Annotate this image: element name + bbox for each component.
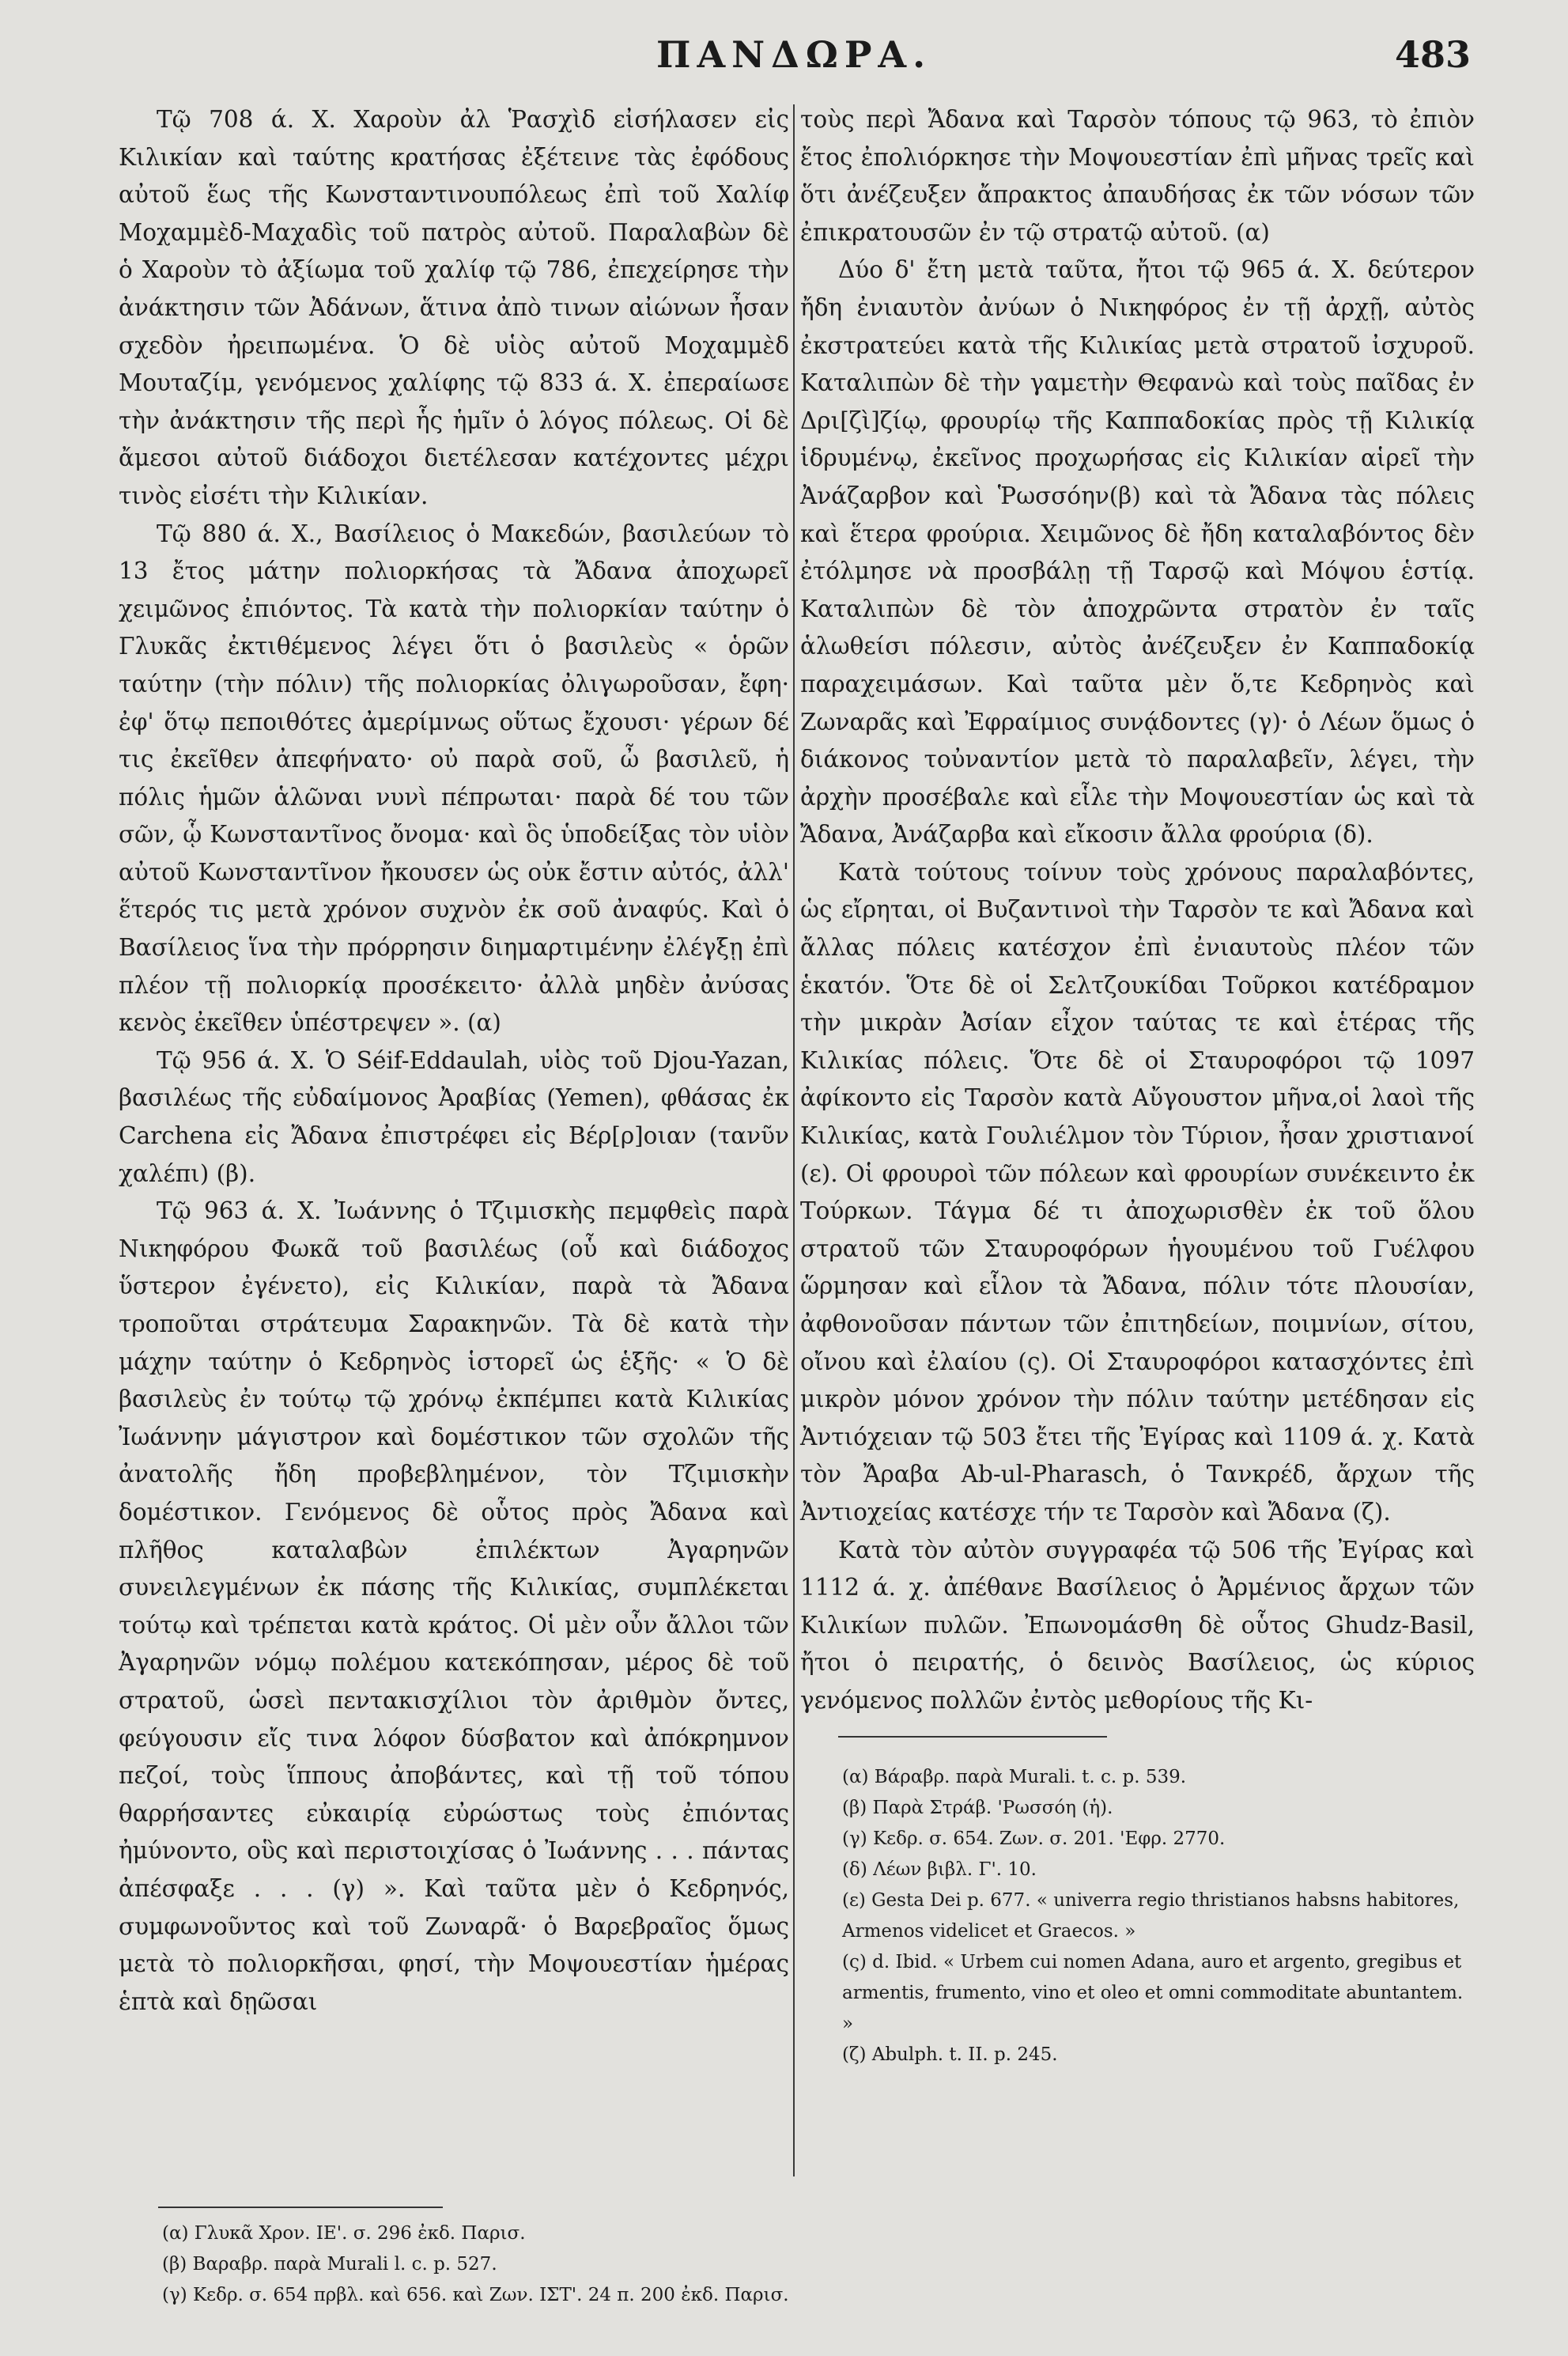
footnote: (γ) Κεδρ. σ. 654. Ζων. σ. 201. 'Εφρ. 2770. (842, 1828, 1226, 1849)
footnote-rule-right (838, 1736, 1107, 1738)
paragraph-crusades: Κατὰ τούτους τοίνυν τοὺς χρόνους παραλαβόντες, ὡς εἴρηται, οἱ Βυζαντινοὶ τὴν Ταρσὸν τε καὶ Ἄδανα καὶ ἄλλας πόλεις κατέσχον ἐπὶ ἐνιαυτοὺς πλέον τῶν ἑκατόν. Ὅτε δὲ οἱ Σελτζουκίδαι Τοῦρκοι κατέδραμον τὴν μικρὰν Ἀσίαν εἶχον ταύτας τε καὶ ἑτέρας τῆς Κιλικίας πόλεις. Ὅτε δὲ οἱ Σταυροφόροι τῷ 1097 ἀφίκοντο εἰς Ταρσὸν κατὰ Αὔγουστον μῆνα,οἱ λαοὶ τῆς Κιλικίας, κατὰ Γουλιέλμον τὸν Τύριον, ἦσαν χριστιανοί (ε). Οἱ φρουροὶ τῶν πόλεων καὶ φρουρίων συνέκειντο ἐκ Τούρκων. Τάγμα δέ τι ἀποχωρισθὲν ἐκ τοῦ ὅλου στρατοῦ τῶν Σταυροφόρων ἡγουμένου τοῦ Γυέλφου ὥρμησαν καὶ εἷλον τὰ Ἄδανα, πόλιν τότε πλουσίαν, ἀφθονοῦσαν πάντων τῶν ἐπιτηδείων, ποιμνίων, σίτου, οἴνου καὶ ἐλαίου (ς). Οἱ Σταυροφόροι κατασχόντες ἐπὶ μικρὸν μόνον χρόνον τὴν πόλιν ταύτην μετέδησαν εἰς Ἀντιόχειαν τῷ 503 ἔτει τῆς Ἐγίρας καὶ 1109 ά. χ. Κατὰ τὸν Ἄραβα Ab-ul-Pharasch, ὁ Τανκρέδ, ἄρχων τῆς Ἀντιοχείας κατέσχε τήν τε Ταρσὸν καὶ Ἄδανα (ζ). (800, 858, 1475, 1526)
page-number: 483 (1394, 33, 1471, 76)
left-column (119, 101, 789, 2021)
footnotes-left (162, 2218, 795, 2311)
paragraph-880: Τῷ 880 ά. Χ., Βασίλειος ὁ Μακεδών, βασιλεύων τὸ 13 ἔτος μάτην πολιορκήσας τὰ Ἄδανα ἀποχωρεῖ χειμῶνος ἐπιόντος. Τὰ κατὰ τὴν πολιορκίαν ταύτην ὁ Γλυκᾶς ἐκτιθέμενος λέγει ὅτι ὁ βασιλεὺς « ὁρῶν ταύτην (τὴν πόλιν) τῆς πολιορκίας ὀλιγωροῦσαν, ἔφη· ἐφ' ὅτῳ πεποιθότες ἀμερίμνως οὕτως ἔχουσι· γέρων δέ τις ἐκεῖθεν ἀπεφήνατο· οὐ παρὰ σοῦ, ὦ βασιλεῦ, ἡ πόλις ἡμῶν ἁλῶναι νυνὶ πέπρωται· παρὰ δέ του τῶν σῶν, ᾧ Κωνσταντῖνος ὄνομα· καὶ ὃς ὑποδείξας τὸν υἱὸν αὐτοῦ Κωνσταντῖνον ἤκουσεν ὡς οὐκ ἔστιν αὐτός, ἀλλ' ἕτερός τις μετὰ χρόνον συχνὸν ἐκ σοῦ ἀναφύς. Καὶ ὁ Βασίλειος ἵνα τὴν πρόρρησιν διημαρτιμένην ἐλέγξῃ ἐπὶ πλέον τῇ πολιορκίᾳ προσέκειτο· ἀλλὰ μηδὲν ἀνύσας κενὸς ἐκεῖθεν ὑπέστρεψεν ». (α) (119, 520, 789, 1037)
page-header (119, 33, 1471, 96)
footnote: (ζ) Abulph. t. II. p. 245. (842, 2044, 1058, 2065)
column-divider (793, 104, 795, 2176)
paragraph-963: Τῷ 963 ά. Χ. Ἰωάννης ὁ Τζιμισκὴς πεμφθεὶς παρὰ Νικηφόρου Φωκᾶ τοῦ βασιλέως (οὗ καὶ διάδοχος ὕστερον ἐγένετο), εἰς Κιλικίαν, παρὰ τὰ Ἄδανα τροποῦται στράτευμα Σαρακηνῶν. Τὰ δὲ κατὰ τὴν μάχην ταύτην ὁ Κεδρηνὸς ἱστορεῖ ὡς ἑξῆς· « Ὁ δὲ βασιλεὺς ἐν τούτῳ τῷ χρόνῳ ἐκπέμπει κατὰ Κιλικίας Ἰωάννην μάγιστρον καὶ δομέστικον τῶν σχολῶν τῆς ἀνατολῆς ἤδη προβεβλημένον, τὸν Τζιμισκὴν δομέστικον. Γενόμενος δὲ οὗτος πρὸς Ἄδανα καὶ πλῆθος καταλαβὼν ἐπιλέκτων Ἀγαρηνῶν συνειλεγμένων ἐκ πάσης τῆς Κιλικίας, συμπλέκεται τούτῳ καὶ τρέπεται κατὰ κράτος. Οἱ μὲν οὖν ἄλλοι τῶν Ἀγαρηνῶν νόμῳ πολέμου κατεκόπησαν, μέρος δὲ τοῦ στρατοῦ, ὡσεὶ πεντακισχίλιοι τὸν ἀριθμὸν ὄντες, φεύγουσιν εἴς τινα λόφον δύσβατον καὶ ἀπόκρημνον πεζοί, τοὺς ἵππους ἀποβάντες, καὶ τῇ τοῦ τόπου θαρρήσαντες εὐκαιρίᾳ εὐρώστως τοὺς ἐπιόντας ἠμύνοντο, οὓς καὶ περιστοιχίσας ὁ Ἰωάννης . . . πάντας ἀπέσφαξε . . . (γ) ». Καὶ ταῦτα μὲν ὁ Κεδρηνός, συμφωνοῦντος καὶ τοῦ Ζωναρᾶ· ὁ Βαρεβραῖος ὅμως μετὰ τὸ πολιορκῆσαι, φησί, τὴν Μοψουεστίαν ἡμέρας ἑπτὰ καὶ δῃῶσαι (119, 1197, 789, 2015)
paragraph-1112: Κατὰ τὸν αὐτὸν συγγραφέα τῷ 506 τῆς Ἐγίρας καὶ 1112 ά. χ. ἀπέθανε Βασίλειος ὁ Ἀρμένιος ἄρχων τῶν Κιλικίων πυλῶν. Ἐπωνομάσθη δὲ οὗτος Ghudz-Basil, ἤτοι ὁ πειρατής, ὁ δεινὸς Βασίλειος, ὡς κύριος γενόμενος πολλῶν ἐντὸς μεθορίους τῆς Κι- (800, 1536, 1475, 1714)
footnote: (β) Βαραβρ. παρὰ Murali l. c. p. 527. (162, 2254, 497, 2275)
footnote: (γ) Κεδρ. σ. 654 πρβλ. καὶ 656. καὶ Ζων. ΙΣΤ'. 24 π. 200 ἐκδ. Παρισ. (162, 2285, 789, 2305)
footnote: (ε) Gesta Dei p. 677. « univerra regio thristianos habsns habitores, Armenos videlicet et Graecos. » (842, 1890, 1460, 1942)
paragraph-708: Τῷ 708 ά. Χ. Χαροὺν ἀλ Ῥασχὶδ εἰσήλασεν εἰς Κιλικίαν καὶ ταύτης κρατήσας ἐξέτεινε τὰς ἐφόδους αὐτοῦ ἕως τῆς Κωνσταντινουπόλεως ἐπὶ τοῦ Χαλίφ Μοχαμμὲδ-Μαχαδὶς τοῦ πατρὸς αὐτοῦ. Παραλαβὼν δὲ ὁ Χαροὺν τὸ ἀξίωμα τοῦ χαλίφ τῷ 786, ἐπεχείρησε τὴν ἀνάκτησιν τῶν Ἀδάνων, ἅτινα ἀπὸ τινων αἰώνων ἦσαν σχεδὸν ἠρειπωμένα. Ὁ δὲ υἱὸς αὐτοῦ Μοχαμμὲδ Μουταζίμ, γενόμενος χαλίφης τῷ 833 ά. Χ. ἐπεραίωσε τὴν ἀνάκτησιν τῆς περὶ ἧς ἡμῖν ὁ λόγος πόλεως. Οἱ δὲ ἄμεσοι αὐτοῦ διάδοχοι διετέλεσαν κατέχοντες μέχρι τινὸς εἰσέτι τὴν Κιλικίαν. (119, 106, 789, 509)
footnote: (β) Παρὰ Στράβ. 'Ρωσσόη (ἡ). (842, 1798, 1113, 1818)
footnote: (α) Γλυκᾶ Χρον. ΙΕ'. σ. 296 ἐκδ. Παρισ. (162, 2223, 526, 2244)
footnote: (α) Βάραβρ. παρὰ Murali. t. c. p. 539. (842, 1767, 1187, 1787)
footnote: (ς) d. Ibid. « Urbem cui nomen Adana, auro et argento, gregibus et armentis, frumento, vino et oleo et omni commoditate abuntantem. » (842, 1952, 1464, 2034)
footnote: (δ) Λέων βιβλ. Γ'. 10. (842, 1859, 1037, 1880)
paragraph-965: Δύο δ' ἔτη μετὰ ταῦτα, ἤτοι τῷ 965 ά. Χ. δεύτερον ἤδη ἐνιαυτὸν ἀνύων ὁ Νικηφόρος ἐν τῇ ἀρχῇ, αὐτὸς ἐκστρατεύει κατὰ τῆς Κιλικίας μετὰ στρατοῦ ἰσχυροῦ. Καταλιπὼν δὲ τὴν γαμετὴν Θεφανὼ καὶ τοὺς παῖδας ἐν Δρι[ζὶ]ζίῳ, φρουρίῳ τῆς Καππαδοκίας πρὸς τῇ Κιλικίᾳ ἱδρυμένῳ, ἐκεῖνος προχωρήσας εἰς Κιλικίαν αἱρεῖ τὴν Ἀνάζαρβον καὶ Ῥωσσόην(β) καὶ τὰ Ἄδανα τὰς πόλεις καὶ ἕτερα φρούρια. Χειμῶνος δὲ ἤδη καταλαβόντος δὲν ἐτόλμησε νὰ προσβάλῃ τῇ Ταρσῷ καὶ Μόψου ἑστίᾳ. Καταλιπὼν δὲ τὸν ἀποχρῶντα στρατὸν ἐν ταῖς ἁλωθείσι πόλεσιν, αὐτὸς ἀνέζευξεν ἐν Καππαδοκίᾳ παραχειμάσων. Καὶ ταῦτα μὲν ὅ,τε Κεδρηνὸς καὶ Ζωναρᾶς καὶ Ἐφραίμιος συνᾴδοντες (γ)· ὁ Λέων ὅμως ὁ διάκονος τοὐναντίον μετὰ τὸ παραλαβεῖν, λέγει, τὴν ἀρχὴν προσέβαλε καὶ εἷλε τὴν Μοψουεστίαν ὡς καὶ τὰ Ἄδανα, Ἀνάζαρβα καὶ εἴκοσιν ἄλλα φρούρια (δ). (800, 256, 1475, 849)
footnote-rule-left (158, 2207, 443, 2208)
paragraph-continuation: τοὺς περὶ Ἄδανα καὶ Ταρσὸν τόπους τῷ 963, τὸ ἐπιὸν ἔτος ἐπολιόρκησε τὴν Μοψουεστίαν ἐπὶ μῆνας τρεῖς καὶ ὅτι ἀνέζευξεν ἄπρακτος ἀπαυδήσας ἐκ τῶν νόσων τῶν ἐπικρατουσῶν ἐν τῷ στρατῷ αὐτοῦ. (α) (800, 106, 1475, 246)
paragraph-956: Τῷ 956 ά. Χ. Ὁ Séif-Eddaulah, υἱὸς τοῦ Djou-Yazan, βασιλέως τῆς εὐδαίμονος Ἀραβίας (Yemen), φθάσας ἐκ Carchena εἰς Ἄδανα ἐπιστρέφει εἰς Βέρ[ρ]οιαν (τανῦν χαλέπι) (β). (119, 1046, 789, 1187)
right-column (800, 101, 1475, 1720)
running-title: ΠΑΝΔΩΡΑ. (656, 33, 932, 76)
footnotes-right (842, 1762, 1475, 2070)
